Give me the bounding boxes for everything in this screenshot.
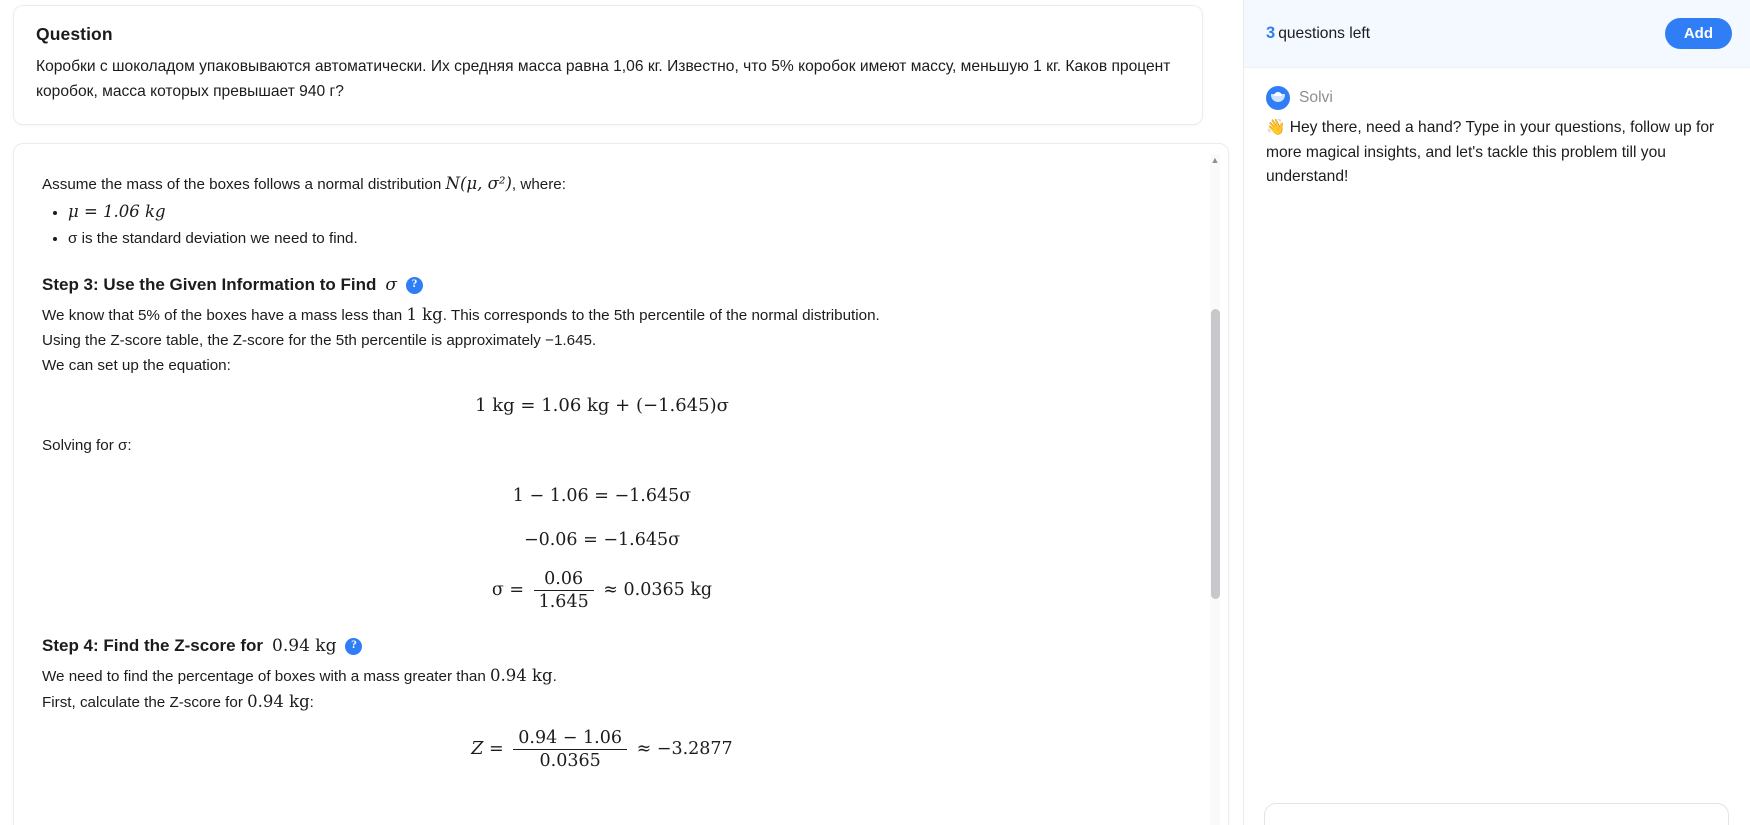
help-icon[interactable]: ? (345, 638, 362, 655)
step-4-value-094kg: 0.94 kg (490, 666, 553, 685)
step-3-line-1b: . This corresponds to the 5th percentile of the normal distribution. (442, 307, 880, 324)
step-3-solving: Solving for σ: (42, 437, 132, 454)
assistant-greeting: 👋 Hey there, need a hand? Type in your questions, follow up for more magical insights, and let's tackle this problem till you understand! (1266, 119, 1715, 185)
step-4-heading (42, 636, 1162, 656)
step-3-line-1a: We know that 5% of the boxes have a mass less than (42, 307, 403, 324)
step-3-title: Step 3: Use the Given Information to Find (42, 275, 377, 294)
questions-left-label: questions left (1278, 25, 1371, 42)
intro-paragraph (42, 172, 1162, 196)
chevron-up-icon[interactable]: ▲ (1210, 155, 1220, 165)
help-icon[interactable]: ? (406, 277, 423, 294)
equation-5-denominator: 0.0365 (539, 751, 601, 771)
equation-5-lead: Z = (471, 739, 504, 759)
step-4-line-1a: We need to find the percentage of boxes with a mass greater than (42, 668, 486, 685)
step-3-line-3: We can set up the equation: (42, 357, 231, 374)
equation-5-numerator: 0.94 − 1.06 (513, 728, 627, 750)
assistant-name: Solvi (1299, 89, 1333, 106)
solution-card (13, 143, 1229, 825)
list-item (68, 200, 1162, 225)
equation-5-fraction (513, 728, 627, 771)
question-text: Коробки с шоколадом упаковываются автоматически. Их средняя масса равна 1,06 кг. Известно, что 5% коробок имеют массу, меньшую 1 кг. Каков процент коробок, масса которых превышает 940 г? (36, 58, 1171, 100)
step-4-line-1 (42, 664, 1162, 688)
step-3-title-symbol: σ (385, 275, 397, 295)
equation-4-fraction (534, 569, 594, 612)
equation-5 (42, 728, 1162, 771)
question-card (13, 5, 1203, 125)
equation-2: 1 − 1.06 = −1.645σ (512, 486, 692, 506)
step-3-heading (42, 275, 1162, 295)
equation-1: 1 kg = 1.06 kg + (−1.645)σ (475, 395, 729, 416)
equation-4-denominator: 1.645 (538, 592, 589, 612)
assistant-message-block (1244, 68, 1750, 190)
intro-formula: N(μ, σ²) (445, 174, 512, 193)
chat-input-box[interactable] (1264, 803, 1729, 825)
add-button[interactable]: Add (1665, 18, 1732, 49)
bullet-mu: μ = 1.06 kg (68, 202, 166, 221)
intro-tail: , where: (511, 176, 566, 193)
solution-scroll-area[interactable] (14, 144, 1192, 825)
equation-4-tail: ≈ 0.0365 kg (603, 580, 713, 600)
questions-left-text (1266, 24, 1370, 43)
questions-left-count: 3 (1266, 24, 1276, 42)
step-4-line-2 (42, 690, 1162, 714)
assumption-list (42, 200, 1162, 251)
equation-3: −0.06 = −1.645σ (523, 530, 681, 550)
step-4-line-1b: . (552, 668, 557, 685)
bullet-sigma: σ is the standard deviation we need to find. (68, 230, 358, 247)
step-3-value-1kg: 1 kg (406, 305, 443, 324)
assistant-avatar-icon (1266, 86, 1290, 110)
step-4-title: Step 4: Find the Z-score for (42, 636, 264, 655)
step-4-title-value: 0.94 kg (272, 636, 337, 656)
step-3-line-2: Using the Z-score table, the Z-score for the 5th percentile is approximately −1.645. (42, 332, 597, 349)
question-title: Question (36, 24, 113, 44)
questions-quota-bar (1244, 0, 1750, 68)
equation-4-numerator: 0.06 (534, 569, 594, 591)
intro-text: Assume the mass of the boxes follows a normal distribution (42, 176, 442, 193)
step-4-value-094kg-2: 0.94 kg (247, 692, 310, 711)
assistant-pane (1243, 0, 1750, 825)
assistant-header (1266, 86, 1730, 110)
step-4-line-2b: : (309, 694, 314, 711)
step-4-line-2a: First, calculate the Z-score for (42, 694, 243, 711)
step-3-line-1 (42, 303, 1162, 327)
scrollbar-thumb[interactable] (1211, 309, 1220, 599)
list-item (68, 227, 1162, 251)
equation-4 (42, 569, 1162, 612)
equation-4-lead: σ = (491, 580, 525, 600)
equation-5-tail: ≈ −3.2877 (636, 739, 733, 759)
